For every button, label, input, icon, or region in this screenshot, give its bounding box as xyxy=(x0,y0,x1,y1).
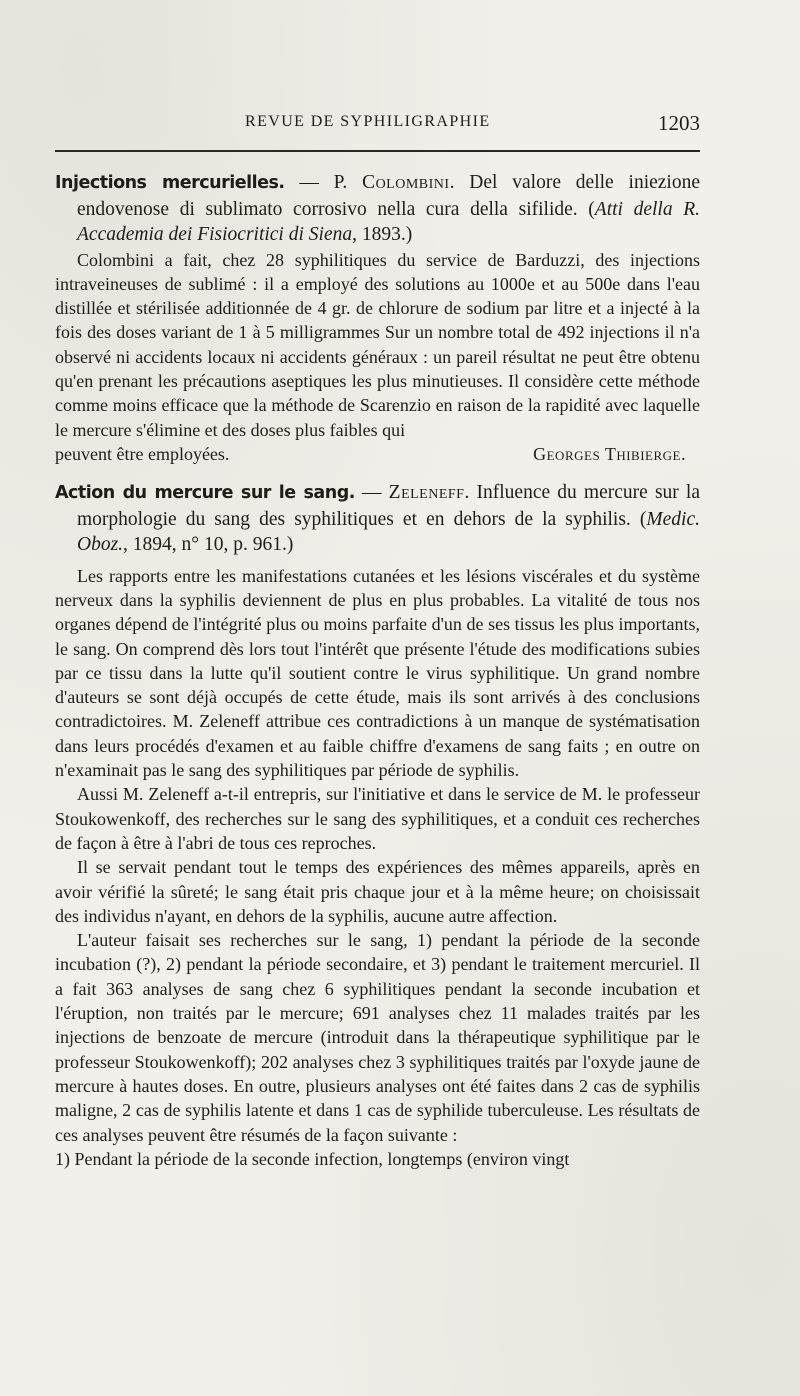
last-line: peuvent être employées. xyxy=(55,443,230,464)
author-name: Colombini xyxy=(362,172,450,193)
paragraph: Il se servait pendant tout le temps des expériences des mêmes appareils, après en avoir vérifié la sûreté; le sang était pris chaque jour et à la même heure; on choisissait des individus n'ayant, en dehors de la syphilis, aucune autre affection. xyxy=(55,857,700,926)
title-dash: — xyxy=(354,482,389,504)
signature: Georges Thibierge. xyxy=(533,443,686,464)
article-headword: Action du mercure sur le sang. xyxy=(55,483,355,504)
paragraph: Les rapports entre les manifestations cutanées et les lésions viscérales et du système nerveux dans la syphilis deviennent de plus en plus probables. La vitalité de tous nos organes dépend de l'intégrité plus ou moins parfaite d'un de ses tissus les plus importants, le sang. On comprend dès lors tout l'intérêt que présente l'étude des modifications subies par ce tissu dans la lutte qu'il soutient contre le virus syphilitique. Un grand nombre d'auteurs se sont déjà occupés de cette étude, mais ils sont arrivés à des conclusions contradictoires. M. Zeleneff attribue ces contradictions à un manque de systématisation dans leurs procédés d'examen et au faible chiffre d'examens de sang faits ; en outre on n'examinait pas le sang des syphilitiques par période de syphilis. xyxy=(55,565,700,781)
header-rule xyxy=(55,150,700,152)
article-zeleneff xyxy=(55,480,700,1171)
title-text: . Del valore delle iniezione endovenose di sublimato corrosivo nella cura della sifilide. ( xyxy=(77,172,700,220)
citation-tail: , 1893.) xyxy=(352,224,413,245)
paragraph: L'auteur faisait ses recherches sur le sang, 1) pendant la période de la seconde incubation (?), 2) pendant la période secondaire, et 3) pendant le traitement mercuriel. Il a fait 363 analyses de sang chez 6 syphilitiques pendant la seconde incubation et l'éruption, non traités par le mercure; 691 analyses chez 11 malades traités par les injections de benzoate de mercure (introduit dans la thérapeutique syphilitique par le professeur Stoukowenkoff); 202 analyses chez 3 syphilitiques traités par l'oxyde jaune de mercure à hautes doses. En outre, plusieurs analyses ont été faites dans 2 cas de syphilis maligne, 2 cas de syphilis latente et dans 1 cas de syphilide tuberculeuse. Les résultats de ces analyses peuvent être résumés de la façon suivante : xyxy=(55,930,700,1145)
citation-tail: , 1894, n° 10, p. 961.) xyxy=(123,534,294,556)
closing-line xyxy=(55,442,700,466)
article-title xyxy=(55,480,700,558)
running-title: REVUE DE SYPHILIGRAPHIE xyxy=(245,113,491,130)
title-text: . Influence du mercure sur la morphologie du sang des syphilitiques et en dehors de la syphilis. ( xyxy=(77,482,700,530)
paragraph: 1) Pendant la période de la seconde infection, longtemps (environ vingt xyxy=(55,1148,570,1169)
author-initial: P. xyxy=(333,172,363,193)
article-title xyxy=(55,170,700,248)
article-headword: Injections mercurielles. xyxy=(55,173,285,193)
paragraph: Aussi M. Zeleneff a-t-il entrepris, sur l'initiative et dans le service de M. le professeur Stoukowenkoff, des recherches sur le sang des syphilitiques, et a conduit ces recherches de façon à être à l'abri de tous ces reproches. xyxy=(55,784,700,853)
page-number: 1203 xyxy=(658,111,700,135)
spacer xyxy=(55,466,700,480)
citation: Atti della R. Accademia dei Fisiocritici di Siena xyxy=(77,198,701,245)
author-name: Zeleneff xyxy=(388,482,465,504)
page-header xyxy=(55,113,700,141)
title-dash: — xyxy=(284,172,334,193)
citation: Medic. Oboz. xyxy=(77,508,700,556)
page-body xyxy=(55,170,700,1171)
paragraph: Colombini a fait, chez 28 syphilitiques du service de Barduzzi, des injections intraveineuses de sublimé : il a employé des solutions au 1000e et au 500e dans l'eau distillée et stérilisée additionnée de 4 gr. de chlorure de sodium par litre et a injecté à la fois des doses variant de 1 à 5 milligrammes Sur un nombre total de 492 injections il n'a observé ni accidents locaux ni accidents généraux : un pareil résultat ne peut être obtenu qu'en prenant les précautions aseptiques les plus minutieuses. Il considère cette méthode comme moins efficace que la méthode de Scarenzio en raison de la rapidité avec laquelle le mercure s'élimine et des doses plus faibles qui xyxy=(55,249,700,440)
article-colombini xyxy=(55,170,700,466)
